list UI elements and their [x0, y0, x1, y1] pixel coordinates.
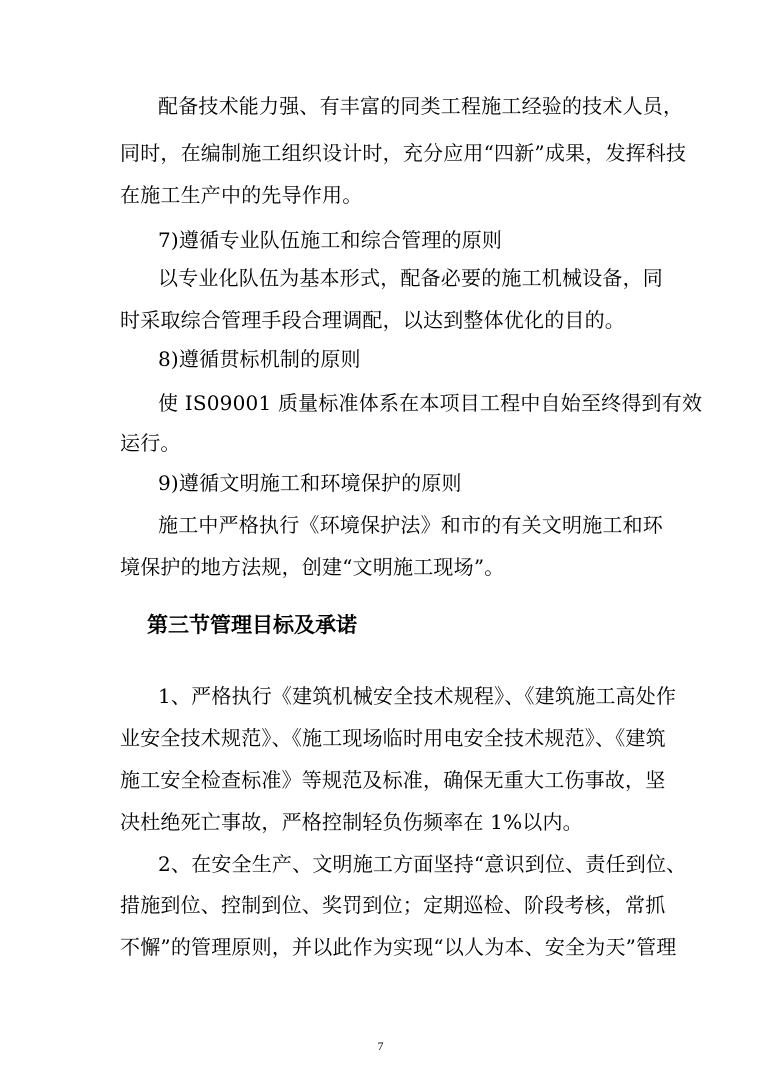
section-line-5: 2、在安全生产、文明施工方面坚持“意识到位、责任到位、: [158, 852, 687, 876]
section-line-4: 决杜绝死亡事故，严格控制轻负伤频率在 1%以内。: [120, 810, 583, 834]
principle-heading-8: 8)遵循贯标机制的原则: [158, 347, 361, 371]
body-line-2: 同时，在编制施工组织设计时，充分应用“四新”成果，发挥科技: [120, 141, 687, 165]
section-heading: 第三节管理目标及承诺: [147, 613, 357, 637]
section-line-6: 措施到位、控制到位、奖罚到位；定期巡检、阶段考核，常抓: [120, 893, 666, 917]
body-line-12: 境保护的地方法规，创建“文明施工现场”。: [120, 555, 505, 579]
body-line-9: 运行。: [120, 431, 181, 455]
principle-heading-7: 7)遵循专业队伍施工和综合管理的原则: [158, 228, 503, 252]
principle-heading-9: 9)遵循文明施工和环境保护的原则: [158, 471, 462, 495]
body-line-5: 以专业化队伍为基本形式，配备必要的施工机械设备，同: [158, 266, 663, 290]
body-line-1: 配备技术能力强、有丰富的同类工程施工经验的技术人员，: [158, 94, 684, 118]
section-line-2: 业安全技术规范》、《施工现场临时用电安全技术规范》、《建筑: [120, 726, 666, 750]
section-line-7: 不懈”的管理原则，并以此作为实现“以人为本、安全为天”管理: [120, 935, 677, 959]
section-line-3: 施工安全检查标准》等规范及标准，确保无重大工伤事故，坚: [120, 768, 666, 792]
body-line-11: 施工中严格执行《环境保护法》和市的有关文明施工和环: [158, 513, 663, 537]
body-line-3: 在施工生产中的先导作用。: [120, 183, 363, 207]
body-line-8: 使 IS09001 质量标准体系在本项目工程中自始至终得到有效: [158, 391, 703, 415]
section-line-1: 1、严格执行《建筑机械安全技术规程》、《建筑施工高处作: [158, 684, 677, 708]
body-line-6: 时采取综合管理手段合理调配，以达到整体优化的目的。: [120, 308, 625, 332]
page-number: 7: [377, 1039, 384, 1053]
